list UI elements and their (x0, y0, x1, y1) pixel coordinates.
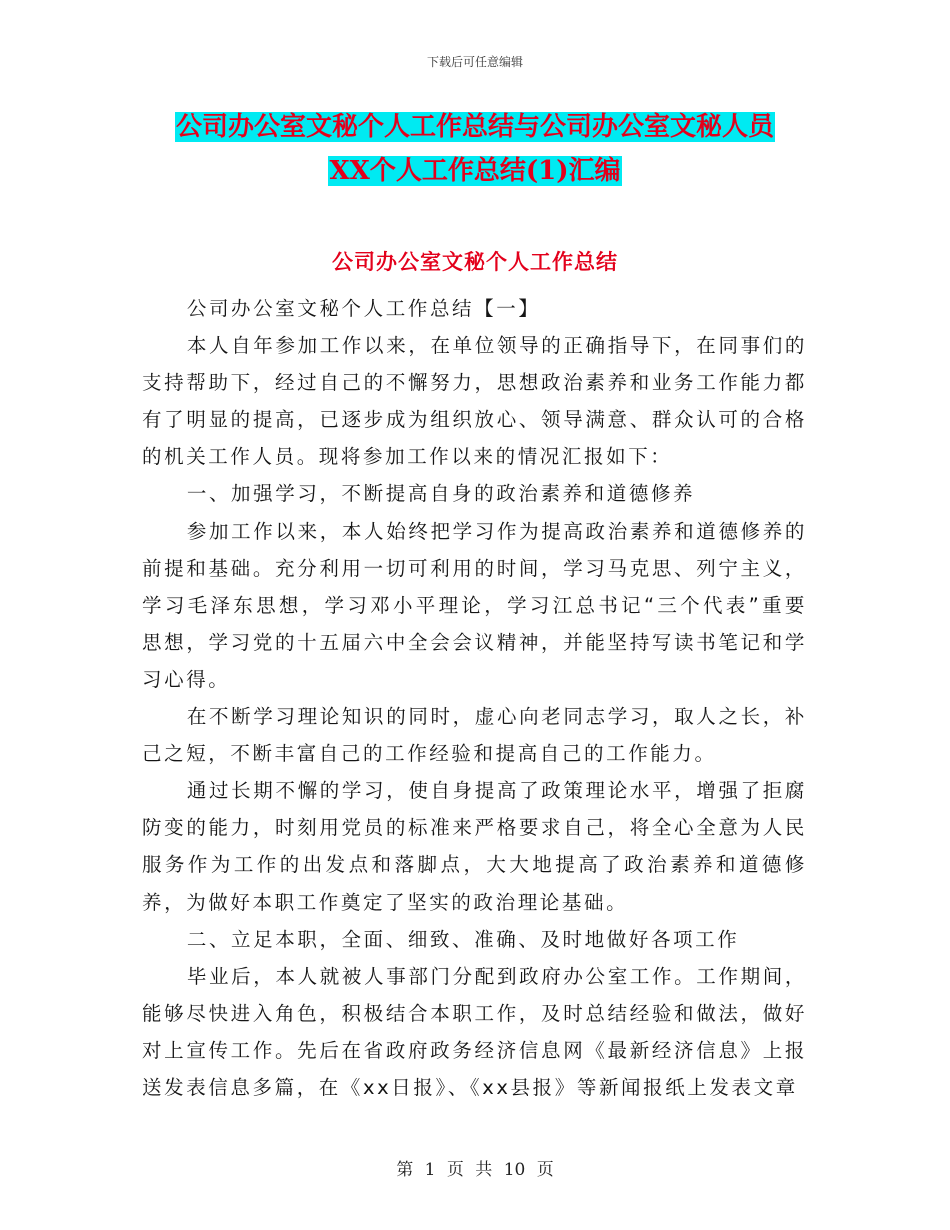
paragraph-section-heading: 二、立足本职，全面、细致、准确、及时地做好各项工作 (186, 927, 740, 951)
paragraph-section-heading: 一、加强学习，不断提高自身的政治素养和道德修养 (186, 482, 696, 506)
document-body (142, 290, 807, 1106)
paragraph: 在不断学习理论知识的同时，虚心向老同志学习，取人之长，补己之短，不断丰富自己的工作经验和提高自己的工作能力。 (142, 705, 807, 766)
paragraph: 毕业后，本人就被人事部门分配到政府办公室工作。工作期间，能够尽快进入角色，积极结合本职工作，及时总结经验和做法，做好对上宣传工作。先后在省政府政务经济信息网《最新经济信息》上报送发表信息多篇，在《xx日报》、《xx县报》等新闻报纸上发表文章 (142, 964, 807, 1099)
paragraph: 通过长期不懈的学习，使自身提高了政策理论水平，增强了拒腐防变的能力，时刻用党员的标准来严格要求自己，将全心全意为人民服务作为工作的出发点和落脚点，大大地提高了政治素养和道德修养，为做好本职工作奠定了坚实的政治理论基础。 (142, 779, 807, 914)
title-line-2 (140, 149, 810, 193)
page-header: 下载后可任意编辑 (426, 55, 523, 69)
page-number-footer: 第 1 页 共 10 页 (396, 1160, 554, 1180)
section-title: 公司办公室文秘个人工作总结 (332, 249, 618, 274)
title-line-2-text: XX个人工作总结(1)汇编 (329, 156, 621, 186)
title-line-1-text: 公司办公室文秘个人工作总结与公司办公室文秘人员 (175, 112, 774, 142)
paragraph: 参加工作以来，本人始终把学习作为提高政治素养和道德修养的前提和基础。充分利用一切可利用的时间，学习马克思、列宁主义，学习毛泽东思想，学习邓小平理论，学习江总书记“三个代表”重要思想，学习党的十五届六中全会会议精神，并能坚持写读书笔记和学习心得。 (142, 519, 807, 691)
title-line-1 (140, 105, 810, 149)
document-title (140, 105, 810, 193)
paragraph-heading: 公司办公室文秘个人工作总结【一】 (186, 297, 541, 320)
paragraph: 本人自年参加工作以来，在单位领导的正确指导下，在同事们的支持帮助下，经过自己的不懈努力，思想政治素养和业务工作能力都有了明显的提高，已逐步成为组织放心、领导满意、群众认可的合格的机关工作人员。现将参加工作以来的情况汇报如下： (142, 334, 807, 469)
